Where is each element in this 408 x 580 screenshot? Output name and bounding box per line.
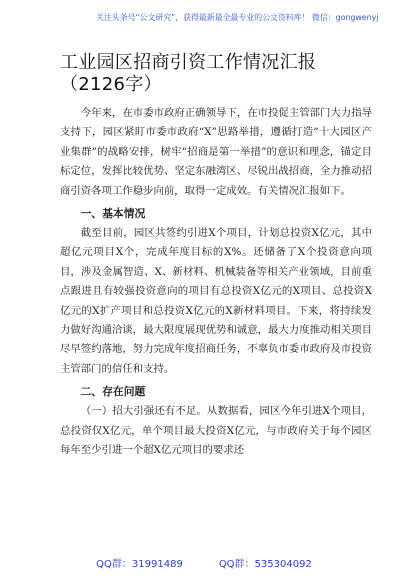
footer-qq-group-1: QQ群：31991489 xyxy=(96,559,183,570)
top-banner: 关注头条号“公文研究”，获得最新最全最专业的公文资料库！ 微信：gongwenyj xyxy=(96,13,379,22)
document-page xyxy=(60,52,372,461)
footer-qq-group-2: QQ群：535304092 xyxy=(218,559,312,570)
document-title: 工业园区招商引资工作情况汇报（2126字） xyxy=(60,52,317,95)
intro-paragraph: 今年来，在市委市政府正确领导下，在市投促主管部门大力指导支持下，园区紧盯市委市政府“X”思路举措，遵循打造“十大园区产业集群”的战略安排，树牢“招商是第一举措”的意识和理念，锚定目标定位，发挥比较优势、坚定东融湾区、尽锐出战招商，全力推动招商引资各项工作稳步向前，取得一定成效。有关情况汇报如下。 xyxy=(60,107,372,197)
problem-paragraph-1: （一）招大引强还有不足。从数据看，园区今年引进X个项目，总投资仅X亿元，单个项目最大投资X亿元，与市政府关于每个园区每年至少引进一个超X亿元项目的要求还 xyxy=(60,405,372,457)
basic-paragraph: 截至目前，园区共签约引进X个项目，计划总投资X亿元，其中超亿元项目X个，完成年度目标的X%。还储备了X个投资意向项目，涉及金属智造、X、新材料、机械装备等相关产业领域，目前重点跟进且有较强投资意向的项目有总投资X亿元的X项目、总投资X亿元的X扩产项目和总投资X亿元的X新材料项目。下来，将持续发力做好沟通洽谈，最大限度展现优势和诚意，最大力度推动相关项目尽早签约落地，努力完成年度招商任务，不辜负市委市政府及市投资主管部门的信任和支持。 xyxy=(60,227,372,375)
section-heading-problems: 二、存在问题 xyxy=(80,385,146,399)
section-heading-basic: 一、基本情况 xyxy=(80,207,146,221)
footer xyxy=(0,555,408,570)
